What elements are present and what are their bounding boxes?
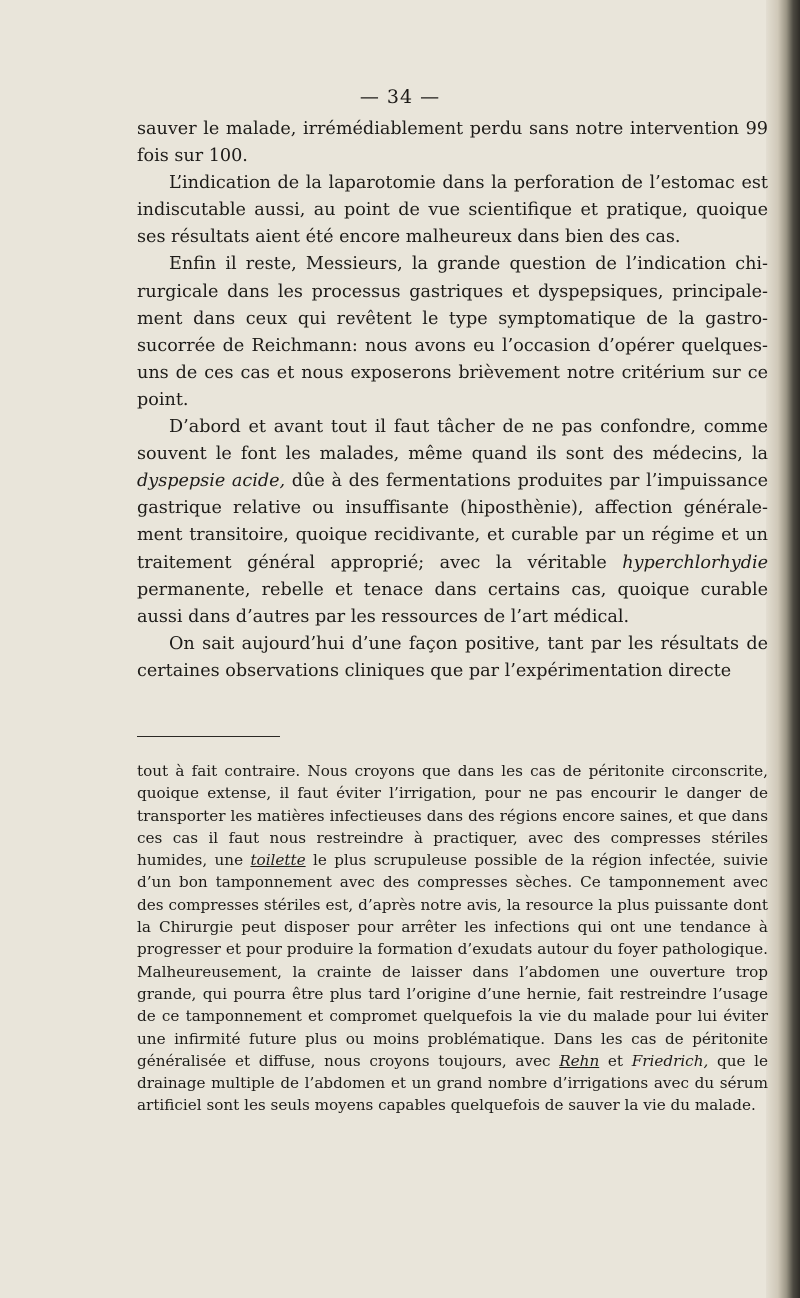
paragraph-text: permanente, rebelle et tenace dans certains cas, quoique curable aussi dans d’autres par les ressources de l’art médical. [137,579,768,627]
footnote [137,760,768,1117]
italic-term-hyperchlorhydie: hyperchlorhydie [622,552,768,573]
footnote-text: que le drainage multiple de l’abdomen et un grand nombre d’irrigations avec du sérum artificiel sont les seuls moyens capables quelquefois de sauver la vie du malade. [137,1051,769,1115]
underlined-name: Rehn [559,1051,600,1070]
italic-term-toilette [250,851,305,869]
paragraph: sauver le malade, irrémédiablement perdu sans notre intervention 99 fois sur 100. [137,119,768,167]
footnote-paragraph [137,760,768,1117]
page-edge-shadow [766,0,800,1298]
main-text [137,116,768,685]
author-name-rehn [559,1052,599,1070]
paragraph-text: D’abord et avant tout il faut tâcher de ne pas confondre, comme souvent le font les malades, même quand ils sont des médecins, la [137,417,768,465]
author-name-friedrich: Friedrich, [631,1051,709,1070]
paragraph: On sait aujourd’hui d’une façon positive, tant par les résultats de certaines observations cliniques que par l’expérimentation directe [137,633,768,681]
italic-term-dyspepsie: dyspepsie acide, [137,471,286,492]
page-number: — 34 — [359,86,441,108]
paragraph: Enfin il reste, Messieurs, la grande question de l’indication chirurgicale dans les processus gastriques et dyspepsiques, principalement dans ceux qui revêtent le type symptomatique de la gastrosucorrée de Reichmann: nous avons eu l’occasion d’opérer quelques-uns de ces cas et nous exposerons brièvement notre critérium sur ce point. [137,254,768,410]
underlined-term: toilette [250,851,306,870]
footnote-text: le plus scrupuleuse possible de la région infectée, suivie d’un bon tamponnement avec des compresses sèches. Ce tamponnement avec des compresses stériles est, d’après notre avis, la resource la plus puissante dont la Chirurgie peut disposer pour arrêter les infections qui ont une tendance à progresser et pour produire la formation d’exudats autour du foyer pathologique. Malheureusement, la crainte de laisser dans l’abdomen une ouverture trop grande, qui pourra être plus tard l’origine d’une hernie, fait restreindre l’usage de ce tamponnement et compromet quelquefois la vie du malade pour lui éviter une infirmité future plus ou moins problématique. Dans les cas de péritonite généralisée et diffuse, nous croyons toujours, avec [137,851,768,1070]
footnote-text: et [599,1051,632,1070]
footnote-divider [137,736,280,737]
paragraph-text: dûe à des fermentations produites par l’impuissance gastrique relative ou insuffisante (hiposthènie), affection généralement transitoire, quoique recidivante, et curable par un régime et un traitement général approprié; avec la véritable [137,471,768,573]
footnote-text: tout à fait contraire. Nous croyons que dans les cas de péritonite circonscrite, quoique extense, il faut éviter l’irrigation, pour ne pas encourir le danger de transporter les matières infectieuses dans des régions encore saines, et que dans ces cas il faut nous restreindre à practiquer, avec des compresses stériles humides, une [137,762,768,870]
paragraph: L’indication de la laparotomie dans la perforation de l’estomac est indiscutable aussi, au point de vue scientifique et pratique, quoique ses résultats aient été encore malheureux dans bien des cas. [137,173,768,248]
paragraph [137,414,768,631]
